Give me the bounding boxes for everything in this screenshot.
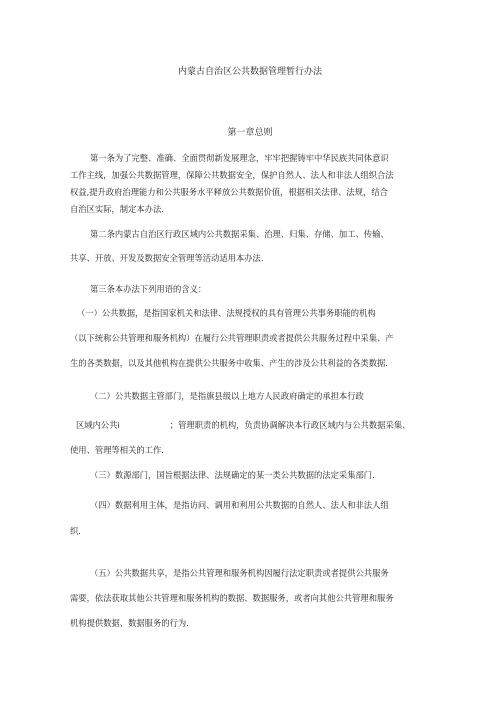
article-1-line-2: 工作主线，加强公共数据管理，保障公共数据安全，保护自然人、法人和非法人组织合法 <box>70 170 394 180</box>
item-5-line-1: （五）公共数据共享，是指公共管理和服务机构因履行法定职责或者提供公共服务 <box>90 568 389 578</box>
item-4-line-1: （四）数据利用主体，是指访问、调用和利用公共数据的自然人、法人和非法人组 <box>90 500 389 510</box>
item-1-line-2: （以下统称公共管理和服务机构）在履行公共管理职责或者提供公共服务过程中采集、产 <box>70 333 394 343</box>
article-1-line-1: 第一条为了完整、准确、全面贯彻新发展理念，牢牢把握铸牢中华民族共同体意识 <box>90 153 389 163</box>
item-1-line-1: （一）公共数据，是指国家机关和法律、法规授权的具有管理公共事务职能的机构 <box>77 308 376 318</box>
article-3-heading: 第三条本办法下列用语的含义： <box>90 284 207 294</box>
item-2-line-1: （二）公共数据主管部门，是指旗县级以上地方人民政府确定的承担本行政 <box>90 391 364 401</box>
item-2-line-3: 使用、管理等相关的工作. <box>70 445 164 455</box>
item-1-line-3: 生的各类数据，以及其他机构在提供公共服务中收集、产生的涉及公共利益的各类数据. <box>70 358 388 368</box>
item-5-line-3: 机构提供数据、数据服务的行为. <box>70 618 189 628</box>
article-2-line-1: 第二条内蒙古自治区行政区域内公共数据采集、治理、归集、存储、加工、传输、 <box>90 229 389 239</box>
item-5-line-2: 需要，依法获取其他公共管理和服务机构的数据、数据服务，或者向其他公共管理和服务 <box>70 593 394 603</box>
article-2-line-2: 共享、开放、开发及数据安全管理等活动适用本办法. <box>70 253 264 263</box>
item-2-line-2-start: 区域内公共i <box>76 420 120 430</box>
article-1-line-4: 自治区实际，制定本办法. <box>70 204 164 214</box>
document-title: 内蒙古自治区公共数据管理暂行办法 <box>177 67 322 77</box>
item-2-line-2-end: ；管理职责的机构，负责协调解决本行政区域内与公共数据采集、 <box>169 420 411 430</box>
article-1-line-3: 权益,提升政府治理能力和公共服务水平释放公共数据价值，根据相关法律、法规，结合 <box>70 187 388 197</box>
item-4-line-2: 织. <box>70 526 81 536</box>
chapter-title: 第一章总则 <box>227 128 273 138</box>
item-3-line-1: （三）数源部门，国旨根据法律、法规确定的某一类公共数据的法定采集部门. <box>90 470 375 480</box>
item-2-line-2 <box>76 420 410 431</box>
